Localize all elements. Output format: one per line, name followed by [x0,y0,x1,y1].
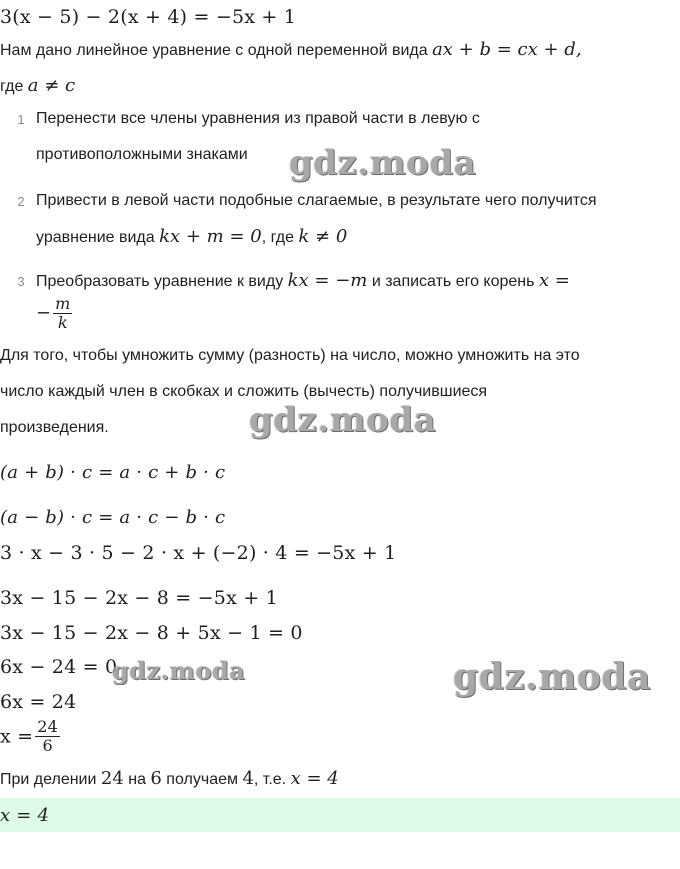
step-3 [14,263,680,343]
step-1-number: 1 [17,112,25,127]
rule-line-1: Для того, чтобы умножить сумму (разность) на число, можно умножить на это [0,347,580,364]
calc-line-4: 6x − 24 = 0 [0,656,118,678]
division-mid: на [123,771,151,788]
step-2-text: уравнение вида [36,229,160,246]
intro-line [0,32,582,69]
step-2-math: kx + m = 0 [159,226,262,247]
step-3-math-1: kx = −m [287,270,368,291]
division-result: x = 4 [290,768,339,789]
rule-line-3: произведения. [0,419,109,436]
rule-formula-2: (a − b) · c = a · c − b · c [0,507,226,528]
calc-line-3: 3x − 15 − 2x − 8 + 5x − 1 = 0 [0,622,303,644]
step-2-where: , где [261,229,299,246]
watermark-2: gdz.moda [249,400,437,440]
division-end: , т.е. [253,771,291,788]
step-2-cond: k ≠ 0 [298,226,348,247]
calc-line-6 [0,718,62,755]
division-line [0,761,339,798]
intro-where-math: a ≠ c [27,75,76,96]
calc-line-1: 3 · x − 3 · 5 − 2 · x + (−2) · 4 = −5x + 1 [0,542,397,564]
step-2-line-1: Привести в левой части подобные слагаемые, в результате чего получится [36,192,597,209]
step-3-fraction-numerator: m [55,294,71,313]
watermark-3: gdz.moda [112,656,246,685]
step-2 [14,183,680,255]
step-3-minus: − [36,302,52,324]
intro-math: ax + b = cx + d, [432,39,582,60]
step-3-line-1 [36,263,570,300]
step-1-line-2: противоположными знаками [36,146,248,163]
step-3-text-2: и записать его корень [367,273,539,290]
calc-6-lhs: x = [0,725,34,748]
calc-6-numerator: 24 [37,717,59,736]
division-c: 4 [242,768,254,789]
answer-value: x = 4 [0,805,50,826]
rule-formula-1: (a + b) · c = a · c + b · c [0,462,226,483]
step-2-line-2 [36,219,347,256]
intro-text: Нам дано линейное уравнение с одной переменной вида [0,42,433,59]
intro-where-line [0,68,75,105]
watermark-4: gdz.moda [453,656,651,698]
problem-equation: 3(x − 5) − 2(x + 4) = −5x + 1 [0,6,297,28]
calc-6-denominator: 6 [42,736,53,755]
division-text: При делении [0,771,101,788]
calc-line-2: 3x − 15 − 2x − 8 = −5x + 1 [0,587,278,609]
step-3-fraction-denominator: k [57,313,68,332]
step-3-number: 3 [17,274,25,289]
division-a: 24 [100,768,124,789]
division-mid-2: получаем [161,771,243,788]
step-3-text: Преобразовать уравнение к виду [36,273,288,290]
calc-line-5: 6x = 24 [0,691,77,713]
rule-line-2: число каждый член в скобках и сложить (вычесть) получившиеся [0,383,488,400]
step-2-number: 2 [17,194,25,209]
step-3-math-2: x = [538,270,570,291]
step-3-fraction [53,295,72,332]
intro-where: где [0,78,28,95]
calc-6-fraction [35,718,60,755]
answer-box [0,798,680,832]
division-b: 6 [150,768,162,789]
step-1-line-1: Перенести все члены уравнения из правой части в левую с [36,110,480,127]
watermark-1: gdz.moda [289,143,477,183]
step-3-line-2 [36,295,74,332]
